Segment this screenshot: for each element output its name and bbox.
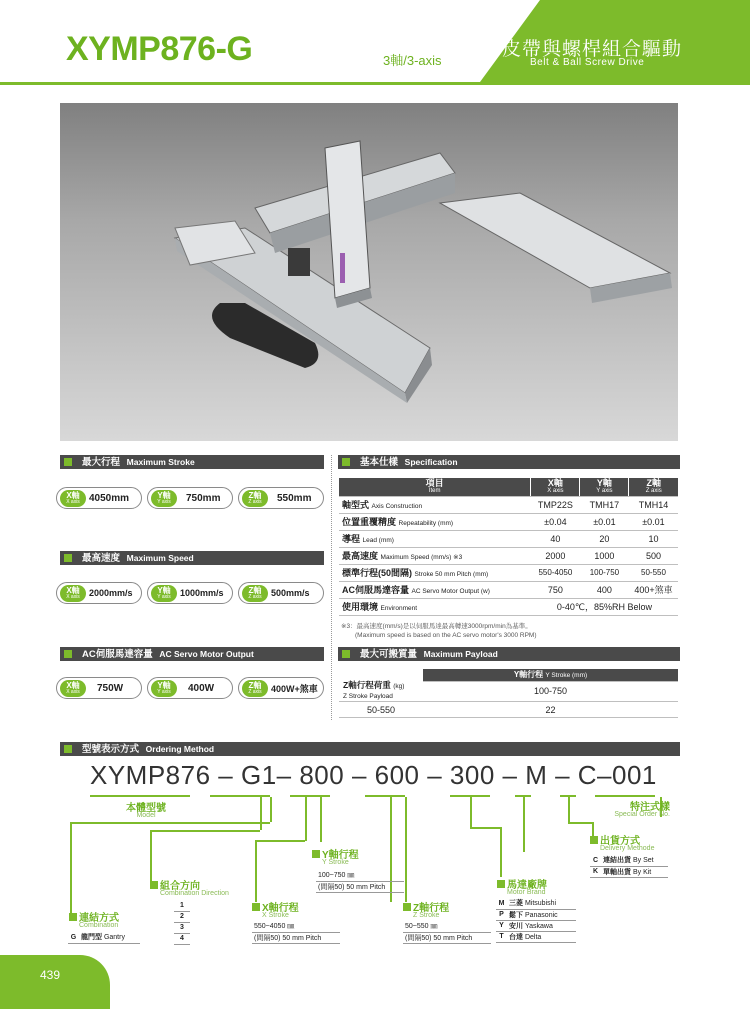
connector xyxy=(70,822,270,824)
title-en: Belt & Ball Screw Drive xyxy=(530,57,645,68)
connector xyxy=(568,822,592,824)
connector xyxy=(270,797,272,822)
section-marker xyxy=(342,458,350,466)
model-label: 本體型號 Model xyxy=(126,803,166,819)
spec-env-row: 使用環境 Environment 0-40℃，85%RH Below xyxy=(339,598,678,615)
axis-tag: X軸 X axis xyxy=(60,490,86,507)
section-marker xyxy=(342,650,350,658)
connector xyxy=(70,822,72,920)
section-title-en: Ordering Method xyxy=(145,744,215,754)
xstroke-marker xyxy=(252,903,260,911)
speed-x-value: 2000mm/s xyxy=(89,588,133,598)
delivery-table: C 連結出貨 By Set K 單軸出貨 By Kit xyxy=(590,855,668,878)
connector xyxy=(255,840,257,902)
speed-y-value: 1000mm/s xyxy=(180,588,224,598)
section-marker xyxy=(64,650,72,658)
connector xyxy=(255,840,305,842)
connector xyxy=(470,797,472,827)
spec-row: 軸型式 Axis Construction TMP22S TMH17 TMH14 xyxy=(339,496,678,513)
spec-row: AC伺服馬達容量 AC Servo Motor Output (w) 750 400 400+煞車 xyxy=(339,581,678,598)
speed-z-pill xyxy=(238,582,324,604)
servo-y-pill xyxy=(147,677,233,699)
header-line xyxy=(0,82,750,85)
section-title-en: Specification xyxy=(404,457,458,467)
axis-tag: Y軸 Y axis xyxy=(151,585,177,602)
section-marker xyxy=(64,745,72,753)
section-title-cn: 最高速度 xyxy=(82,553,121,564)
section-title-en: Maximum Payload xyxy=(423,649,498,659)
combination-marker xyxy=(69,913,77,921)
connector xyxy=(500,827,502,877)
stroke-y-value: 750mm xyxy=(186,492,221,504)
axis-tag: Z軸 Z axis xyxy=(242,680,268,697)
stroke-x-pill xyxy=(56,487,142,509)
connector xyxy=(470,827,500,829)
connector xyxy=(305,797,307,841)
motor-marker xyxy=(497,880,505,888)
section-marker xyxy=(64,554,72,562)
underline-model xyxy=(90,795,190,797)
underline-600 xyxy=(365,795,405,797)
model-title: XYMP876-G xyxy=(66,30,253,68)
axis-tag: Y軸 Y axis xyxy=(151,680,177,697)
spec-row: 標準行程(50間隔) Stroke 50 mm Pitch (mm) 550-4050 100-750 50-550 xyxy=(339,564,678,581)
speed-y-pill xyxy=(147,582,233,604)
spec-note-1: ※3：最高速度(mm/s)是以伺服馬達最高轉速3000rpm/min為基準。 xyxy=(341,623,532,630)
servo-z-value: 400W+煞車 xyxy=(271,683,318,694)
special-order-label: 特注式樣 Special Order No. xyxy=(614,802,670,818)
product-photo xyxy=(60,103,678,441)
servo-x-value: 750W xyxy=(97,682,124,694)
motor-table: M 三菱 Mitsubishi P 鬆下 Panasonic Y 安川 Yaskawa T 台達 Delta xyxy=(496,898,576,943)
connector xyxy=(150,830,260,832)
stroke-x-value: 4050mm xyxy=(89,492,130,504)
section-title-cn: 型號表示方式 xyxy=(82,744,140,755)
combo-dir-table: 1 2 3 4 xyxy=(174,900,190,945)
connector xyxy=(405,797,407,902)
spec-row: 位置重覆精度 Repeatability (mm) ±0.04 ±0.01 ±0.01 xyxy=(339,513,678,530)
servo-z-pill xyxy=(238,677,324,699)
section-title-cn: 最大行程 xyxy=(82,457,121,468)
axis-tag: Z軸 Z axis xyxy=(242,585,268,602)
ordering-header xyxy=(60,742,680,756)
axis-tag: Z軸 Z axis xyxy=(242,490,268,507)
zstroke-table: 50~550 ㎜ (間隔50) 50 mm Pitch xyxy=(403,921,491,944)
payload-header xyxy=(338,647,680,661)
delivery-label: 出貨方式 Delivery Methode xyxy=(600,836,655,852)
connector xyxy=(260,797,262,830)
axis-tag: X軸 X axis xyxy=(60,585,86,602)
spec-note-2: (Maximum speed is based on the AC servo motor's 3000 RPM) xyxy=(355,632,537,639)
servo-header xyxy=(60,647,324,661)
servo-x-pill xyxy=(56,677,142,699)
combination-table: G 龍門型 Gantry xyxy=(68,932,140,944)
ystroke-marker xyxy=(312,850,320,858)
connector xyxy=(568,797,570,822)
stroke-z-pill xyxy=(238,487,324,509)
payload-table: Y軸行程 Y Stroke (mm) Z軸行程荷重 (kg) Z Stroke Payload 100-750 50-550 22 xyxy=(339,669,678,718)
section-title-cn: AC伺服馬達容量 xyxy=(82,649,153,660)
max-stroke-header xyxy=(60,455,324,469)
axis-tag: X軸 X axis xyxy=(60,680,86,697)
zstroke-label: Z軸行程 Z Stroke xyxy=(413,903,450,919)
page-number: 439 xyxy=(40,968,61,982)
column-divider xyxy=(331,455,332,720)
connector xyxy=(320,797,322,842)
connector xyxy=(150,830,152,882)
spec-row: 最高速度 Maximum Speed (mm/s) ※3 2000 1000 500 xyxy=(339,547,678,564)
spec-row: 導程 Lead (mm) 40 20 10 xyxy=(339,530,678,547)
section-title-cn: 最大可搬質量 xyxy=(360,649,418,660)
axis-label: 3軸/3-axis xyxy=(383,53,442,68)
spec-table xyxy=(339,478,678,616)
title-cn: 皮帶與螺桿組合驅動 xyxy=(502,38,683,60)
section-title-en: Maximum Speed xyxy=(126,553,194,563)
section-marker xyxy=(64,458,72,466)
spec-header xyxy=(338,455,680,469)
underline-001 xyxy=(595,795,655,797)
stroke-z-value: 550mm xyxy=(277,492,312,504)
connector xyxy=(523,797,525,852)
delivery-marker xyxy=(590,836,598,844)
motor-label: 馬達廠牌 Motor Brand xyxy=(507,880,547,896)
ystroke-label: Y軸行程 Y Stroke xyxy=(322,850,359,866)
xstroke-label: X軸行程 X Stroke xyxy=(262,903,299,919)
xstroke-table: 550~4050 ㎜ (間隔50) 50 mm Pitch xyxy=(252,921,340,944)
speed-x-pill xyxy=(56,582,142,604)
section-title-cn: 基本仕樣 xyxy=(360,457,399,468)
connector xyxy=(592,822,594,836)
combo-dir-label: 組合方向 Combination Direction xyxy=(160,881,229,897)
speed-z-value: 500mm/s xyxy=(271,588,310,598)
ordering-code: XYMP876 – G1– 800 – 600 – 300 – M – C–001 xyxy=(90,760,657,790)
servo-y-value: 400W xyxy=(188,682,215,694)
section-title-en: Maximum Stroke xyxy=(126,457,195,467)
zstroke-marker xyxy=(403,903,411,911)
section-title-en: AC Servo Motor Output xyxy=(159,649,254,659)
axis-tag: Y軸 Y axis xyxy=(151,490,177,507)
combo-dir-marker xyxy=(150,881,158,889)
underline-800 xyxy=(290,795,330,797)
page-number-tab xyxy=(0,955,110,1009)
ystroke-table: 100~750 ㎜ (間隔50) 50 mm Pitch xyxy=(316,870,404,893)
stroke-y-pill xyxy=(147,487,233,509)
combination-label: 連結方式 Combination xyxy=(79,913,119,929)
max-speed-header xyxy=(60,551,324,565)
spec-head-row: 項目 Item X軸 X axis Y軸 Y axis Z軸 Z axis xyxy=(339,478,678,496)
